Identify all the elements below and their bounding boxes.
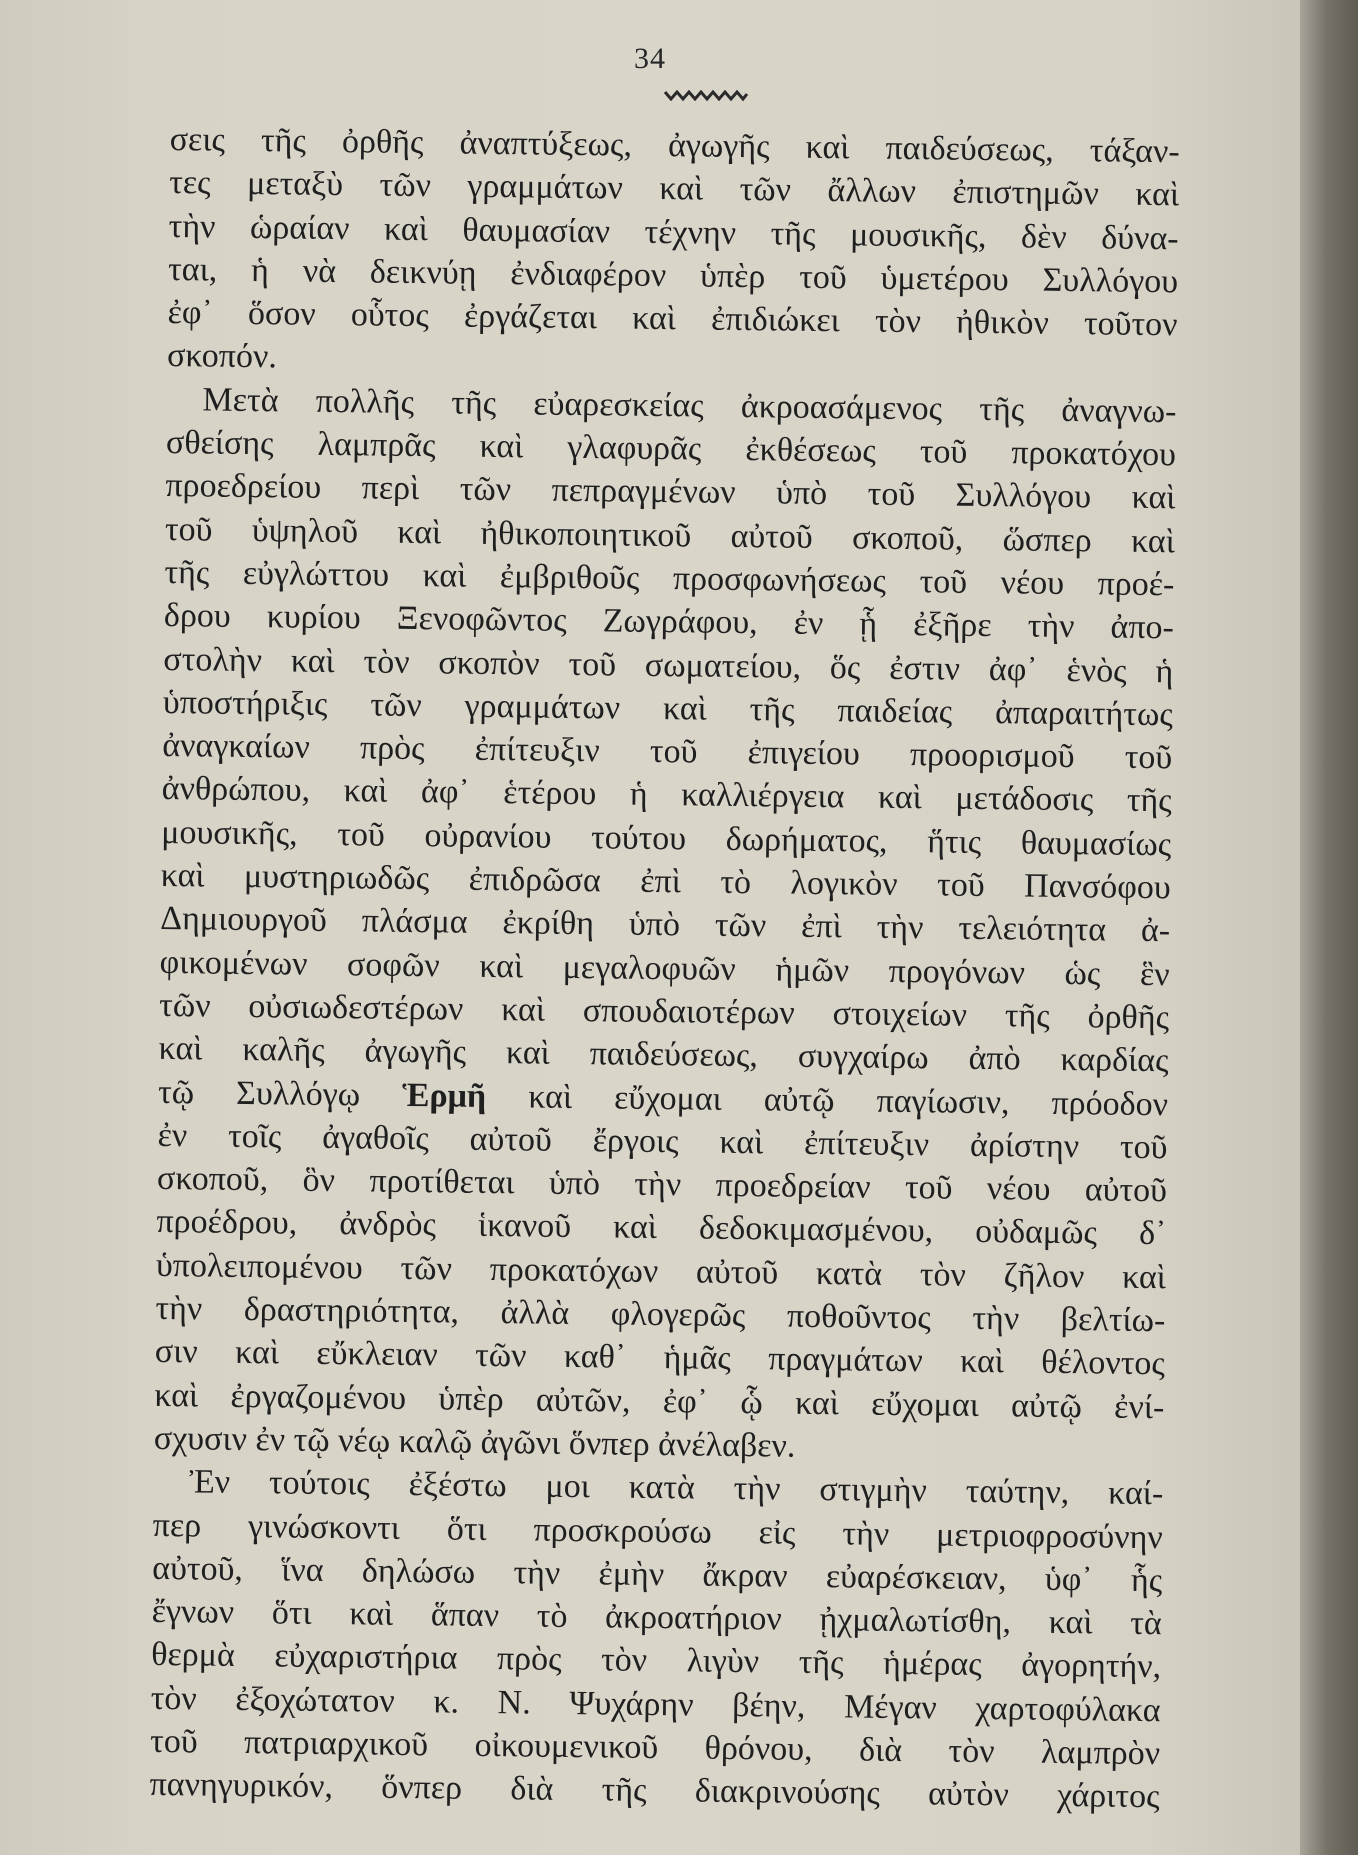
wavy-ornament-icon (663, 88, 749, 102)
text-line: θερμὰ εὐχαριστήρια πρὸς τὸν λιγὺν τῆς ἡμέρας ἀγορητήν, (150, 1636, 1162, 1686)
text-line: σεις τῆς ὀρθῆς ἀναπτύξεως, ἀγωγῆς καὶ παιδεύσεως, τάξαν- (169, 120, 1180, 171)
text-line: σκοποῦ, ὃν προτίθεται ὑπὸ τὴν προεδρείαν τοῦ νέου αὐτοῦ (156, 1160, 1168, 1210)
text-line: φικομένων σοφῶν καὶ μεγαλοφυῶν ἡμῶν προγόνων ὡς ἓν (159, 943, 1170, 993)
text-line: σθείσης λαμπρᾶς καὶ γλαφυρᾶς ἐκθέσεως τοῦ προκατόχου (165, 424, 1177, 474)
text-line: καὶ μυστηριωδῶς ἐπιδρῶσα ἐπὶ τὸ λογικὸν τοῦ Πανσόφου (160, 856, 1171, 907)
text-line: πανηγυρικόν, ὅνπερ διὰ τῆς διακρινούσης αὐτὸν χάριτος (149, 1766, 1160, 1816)
page-number: 34 (634, 42, 666, 75)
text-line: προεδρείου περὶ τῶν πεπραγμένων ὑπὸ τοῦ Συλλόγου καὶ (165, 467, 1176, 517)
text-line: τὴν δραστηριότητα, ἀλλὰ φλογερῶς ποθοῦντος τὴν βελτίω- (155, 1289, 1166, 1340)
society-name: Ἑρμῆ (402, 1076, 487, 1115)
text-line: μουσικῆς, τοῦ οὐρανίου τούτου δωρήματος, ἥτις θαυμασίως (161, 813, 1172, 864)
text-line: Ἐν τούτοις ἐξέστω μοι κατὰ τὴν στιγμὴν ταύτην, καί- (189, 1463, 1164, 1513)
text-line: τοῦ ὑψηλοῦ καὶ ἠθικοποιητικοῦ αὐτοῦ σκοποῦ, ὥσπερ καὶ (164, 510, 1176, 560)
text-line: ἀνθρώπου, καὶ ἀφ᾿ ἑτέρου ἡ καλλιέργεια καὶ μετάδοσις τῆς (161, 770, 1172, 820)
text-line: στολὴν καὶ τὸν σκοπὸν τοῦ σωματείου, ὅς ἐστιν ἀφ᾿ ἑνὸς ἡ (163, 640, 1174, 690)
book-spine-edge (1300, 0, 1358, 1855)
text-line: δρου κυρίου Ξενοφῶντος Ζωγράφου, ἐν ᾗ ἐξῆρε τὴν ἀπο- (163, 597, 1175, 647)
text-line: σκοπόν. (166, 337, 278, 376)
text-segment: καὶ εὔχομαι αὐτῷ παγίωσιν, πρόοδον (528, 1077, 1169, 1123)
text-line: ὑπολειπομένου τῶν προκατόχων αὐτοῦ κατὰ τὸν ζῆλον καὶ (155, 1246, 1167, 1296)
text-line: αὐτοῦ, ἵνα δηλώσω τὴν ἐμὴν ἄκραν εὐαρέσκειαν, ὑφ᾿ ἧς (152, 1549, 1163, 1600)
text-line: προέδρου, ἀνδρὸς ἱκανοῦ καὶ δεδοκιμασμένου, οὐδαμῶς δ᾿ (156, 1203, 1167, 1253)
text-line: καὶ ἐργαζομένου ὑπὲρ αὐτῶν, ἐφ᾿ ᾧ καὶ εὔχομαι αὐτῷ ἐνί- (154, 1376, 1165, 1426)
text-line: ἀναγκαίων πρὸς ἐπίτευξιν τοῦ ἐπιγείου προορισμοῦ τοῦ (162, 727, 1173, 777)
body-text (149, 118, 1180, 1819)
text-line: σχυσιν ἐν τῷ νέῳ καλῷ ἀγῶνι ὅνπερ ἀνέλαβεν. (153, 1419, 796, 1465)
text-line: ἐφ᾿ ὅσον οὗτος ἐργάζεται καὶ ἐπιδιώκει τὸν ἠθικὸν τοῦτον (167, 294, 1178, 344)
text-line: περ γινώσκοντι ὅτι προσκρούσω εἰς τὴν μετριοφροσύνην (152, 1506, 1163, 1556)
text-line: τὸν ἐξοχώτατον κ. Ν. Ψυχάρην βέην, Μέγαν χαρτοφύλακα (150, 1679, 1161, 1729)
text-line: Δημιουργοῦ πλάσμα ἐκρίθη ὑπὸ τῶν ἐπὶ τὴν τελειότητα ἀ- (159, 900, 1171, 950)
text-line: τες μεταξὺ τῶν γραμμάτων καὶ τῶν ἄλλων ἐπιστημῶν καὶ (168, 164, 1180, 214)
text-segment: τῷ Συλλόγῳ (157, 1073, 361, 1113)
text-line: ἐν τοῖς ἀγαθοῖς αὐτοῦ ἔργοις καὶ ἐπίτευξιν ἀρίστην τοῦ (157, 1116, 1168, 1167)
text-line: ὑποστήριξις τῶν γραμμάτων καὶ τῆς παιδείας ἀπαραιτήτως (162, 683, 1174, 734)
text-line: Μετὰ πολλῆς τῆς εὐαρεσκείας ἀκροασάμενος τῆς ἀναγνω- (202, 381, 1177, 431)
text-line: καὶ καλῆς ἀγωγῆς καὶ παιδεύσεως, συγχαίρω ἀπὸ καρδίας (158, 1030, 1169, 1080)
text-line: τὴν ὡραίαν καὶ θαυμασίαν τέχνην τῆς μουσικῆς, δὲν δύνα- (168, 207, 1179, 257)
text-line: τῆς εὐγλώττου καὶ ἐμβριθοῦς προσφωνήσεως τοῦ νέου προέ- (164, 553, 1175, 604)
text-line: ἔγνων ὅτι καὶ ἅπαν τὸ ἀκροατήριον ᾐχμαλωτίσθη, καὶ τὰ (151, 1592, 1162, 1643)
text-line: τοῦ πατριαρχικοῦ οἰκουμενικοῦ θρόνου, διὰ τὸν λαμπρὸν (149, 1722, 1161, 1773)
text-line: τῶν οὐσιωδεστέρων καὶ σπουδαιοτέρων στοιχείων τῆς ὀρθῆς (158, 986, 1170, 1037)
text-line: σιν καὶ εὔκλειαν τῶν καθ᾿ ἡμᾶς πραγμάτων καὶ θέλοντος (154, 1333, 1166, 1383)
text-line: ται, ἡ νὰ δεικνύῃ ἐνδιαφέρον ὑπὲρ τοῦ ὑμετέρου Συλλόγου (167, 250, 1179, 301)
